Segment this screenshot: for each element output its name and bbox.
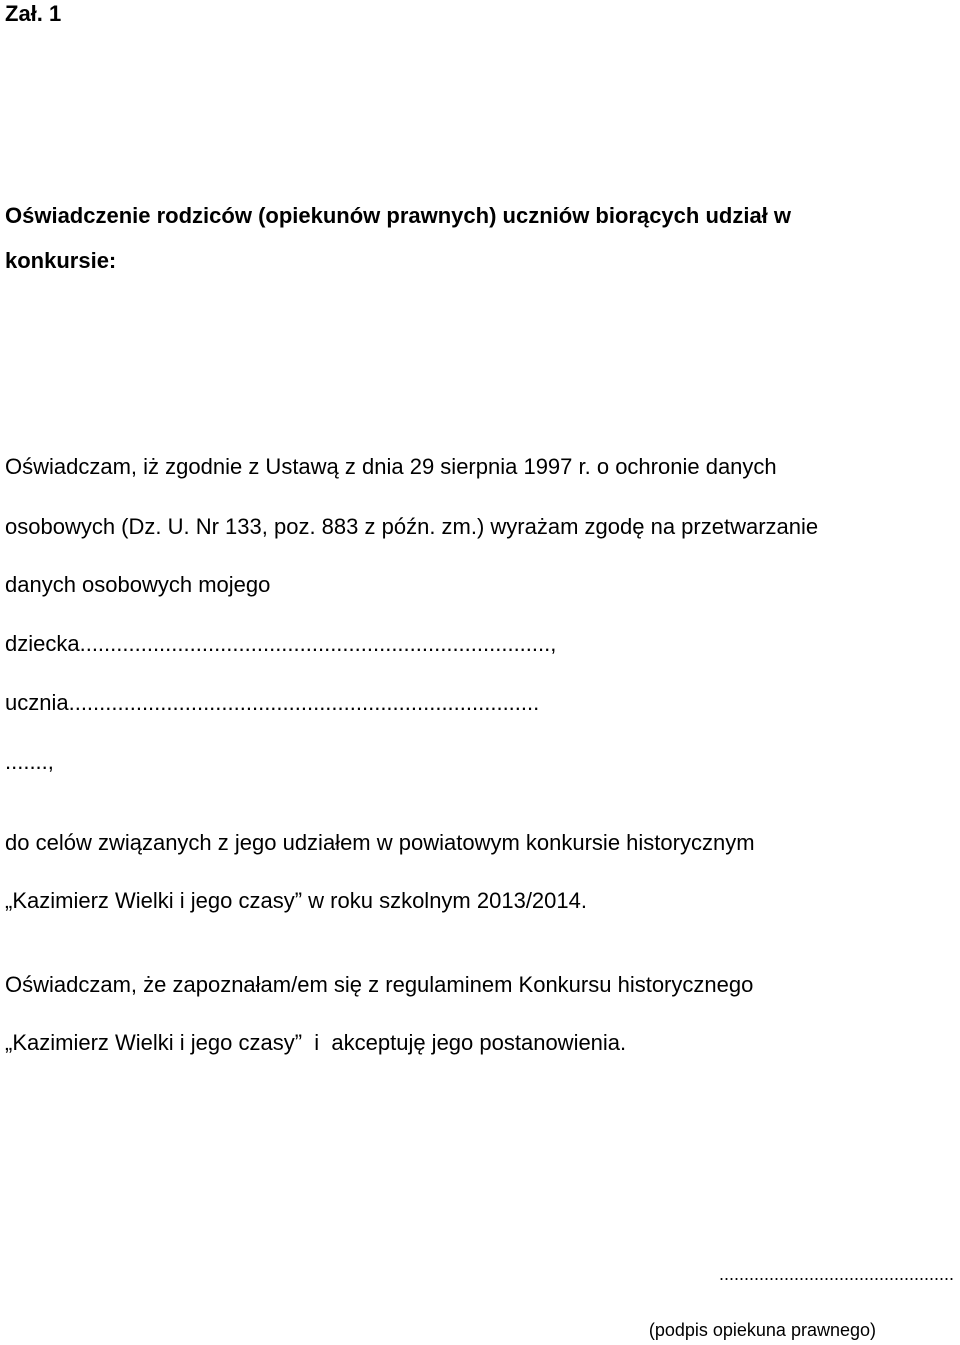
purpose-text-line-2: „Kazimierz Wielki i jego czasy” w roku szkolnym 2013/2014. — [5, 888, 587, 913]
document-title-line-1: Oświadczenie rodziców (opiekunów prawnych) uczniów biorących udział w — [5, 203, 792, 228]
attachment-label: Zał. 1 — [5, 1, 62, 26]
signature-line: ............................................... — [718, 1264, 954, 1284]
purpose-text-line-1: do celów związanych z jego udziałem w powiatowym konkursie historycznym — [5, 830, 755, 855]
consent-text-line-1: Oświadczam, iż zgodnie z Ustawą z dnia 29 sierpnia 1997 r. o ochronie danych — [5, 454, 777, 479]
consent-text-line-2: osobowych (Dz. U. Nr 133, poz. 883 z późn. zm.) wyrażam zgodę na przetwarzanie — [5, 514, 819, 539]
regulations-text-line-2: „Kazimierz Wielki i jego czasy” i akceptuję jego postanowienia. — [5, 1030, 627, 1055]
student-school-field: ucznia............................................................................. — [5, 690, 540, 715]
regulations-text-line-1: Oświadczam, że zapoznałam/em się z regulaminem Konkursu historycznego — [5, 972, 754, 997]
consent-text-line-3: danych osobowych mojego — [5, 572, 271, 597]
child-name-field: dziecka............................................................................., — [5, 631, 563, 656]
student-school-field-continued: ......., — [5, 749, 61, 774]
document-title-line-2: konkursie: — [5, 248, 117, 273]
signature-caption: (podpis opiekuna prawnego) — [648, 1320, 876, 1340]
